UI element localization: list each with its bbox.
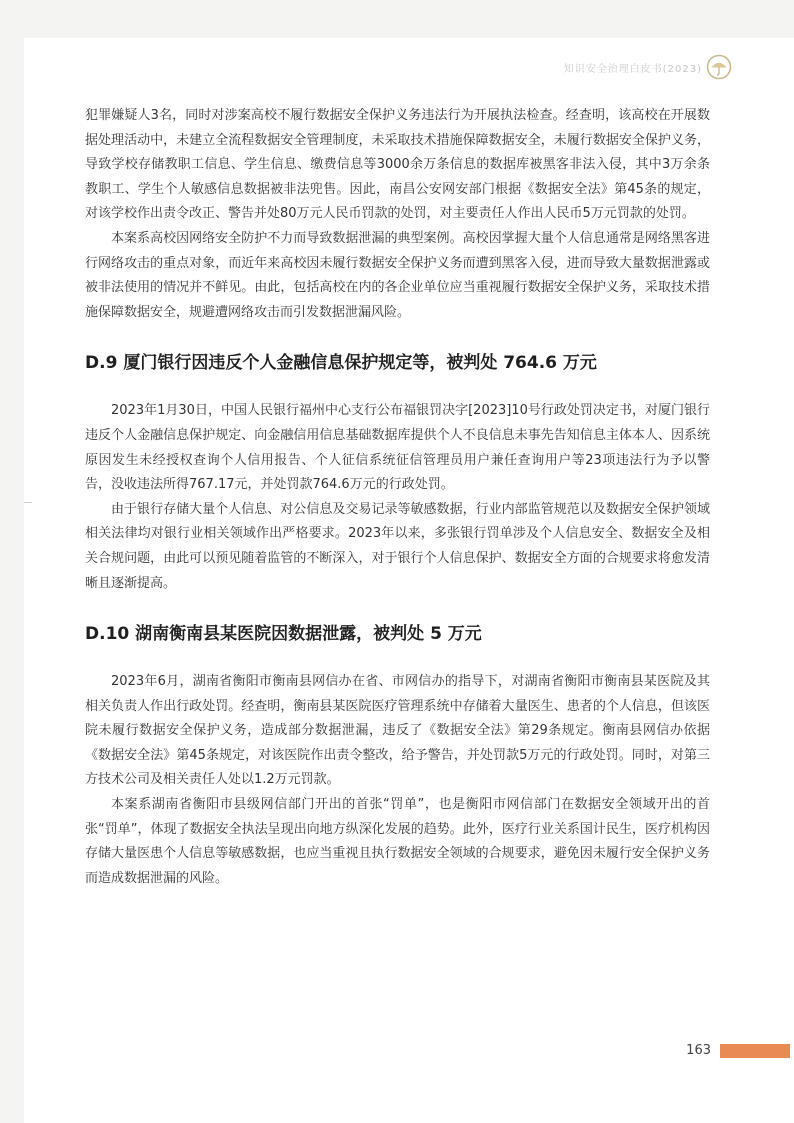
paragraph: 2023年6月，湖南省衡阳市衡南县网信办在省、市网信办的指导下，对湖南省衡阳市衡南县某医院及其相关负责人作出行政处罚。经查明，衡南县某医院医疗管理系统中存储着大量医生、患者的个人信息，但该医院未履行数据安全保护义务，造成部分数据泄漏，违反了《数据安全法》第29条规定。衡南县网信办依据《数据安全法》第45条规定，对该医院作出责令整改，给予警告，并处罚款5万元的行政处罚。同时，对第三方技术公司及相关责任人处以1.2万元罚款。 — [85, 674, 710, 788]
paragraph: 犯罪嫌疑人3名，同时对涉案高校不履行数据安全保护义务违法行为开展执法检查。经查明，该高校在开展数据处理活动中，未建立全流程数据安全管理制度，未采取技术措施保障数据安全，未履行数据安全保护义务，导致学校存储教职工信息、学生信息、缴费信息等3000余万条信息的数据库被黑客非法入侵，其中3万余条教职工、学生个人敏感信息数据被非法兜售。因此，南昌公安网安部门根据《数据安全法》第45条的规定，对该学校作出责令改正、警告并处80万元人民币罚款的处罚，对主要责任人作出人民币5万元罚款的处罚。 — [85, 108, 710, 222]
paragraph: 由于银行存储大量个人信息、对公信息及交易记录等敏感数据，行业内部监管规范以及数据安全保护领域相关法律均对银行业相关领域作出严格要求。2023年以来，多张银行罚单涉及个人信息安全、数据安全及相关合规问题，由此可以预见随着监管的不断深入，对于银行个人信息保护、数据安全方面的合规要求将愈发清晰且逐渐提高。 — [85, 501, 710, 591]
umbrella-circle-icon — [706, 54, 732, 80]
paragraph: 本案系高校因网络安全防护不力而导致数据泄漏的典型案例。高校因掌握大量个人信息通常是网络黑客进行网络攻击的重点对象，而近年来高校因未履行数据安全保护义务而遭到黑客入侵，进而导致大量数据泄露或被非法使用的情况并不鲜见。由此，包括高校在内的各企业单位应当重视履行数据安全保护义务，采取技术措施保障数据安全，规避遭网络攻击而引发数据泄漏风险。 — [85, 230, 710, 320]
section-heading-d10: D.10 湖南衡南县某医院因数据泄露，被判处 5 万元 — [85, 624, 482, 645]
running-header: 知识安全治理白皮书(2023) — [563, 64, 702, 75]
page-edge-mark — [24, 502, 32, 503]
section-heading-d9: D.9 厦门银行因违反个人金融信息保护规定等，被判处 764.6 万元 — [85, 353, 597, 374]
paragraph: 本案系湖南省衡阳市县级网信部门开出的首张“罚单”，也是衡阳市网信部门在数据安全领域开出的首张“罚单”，体现了数据安全执法呈现出向地方纵深化发展的趋势。此外，医疗行业关系国计民生，医疗机构因存储大量医患个人信息等敏感数据，也应当重视且执行数据安全领域的合规要求，避免因未履行安全保护义务而造成数据泄漏的风险。 — [85, 797, 710, 886]
paragraph: 2023年1月30日，中国人民银行福州中心支行公布福银罚决字[2023]10号行政处罚决定书，对厦门银行违反个人金融信息保护规定、向金融信用信息基础数据库提供个人不良信息未事先告知信息主体本人、因系统原因发生未经授权查询个人信用报告、个人征信系统征信管理员用户兼任查询用户等23项违法行为予以警告，没收违法所得767.17元，并处罚款764.6万元的行政处罚。 — [85, 403, 710, 493]
main-content — [85, 104, 710, 891]
page-number: 163 — [686, 1043, 711, 1058]
footer-accent-bar — [720, 1044, 790, 1058]
